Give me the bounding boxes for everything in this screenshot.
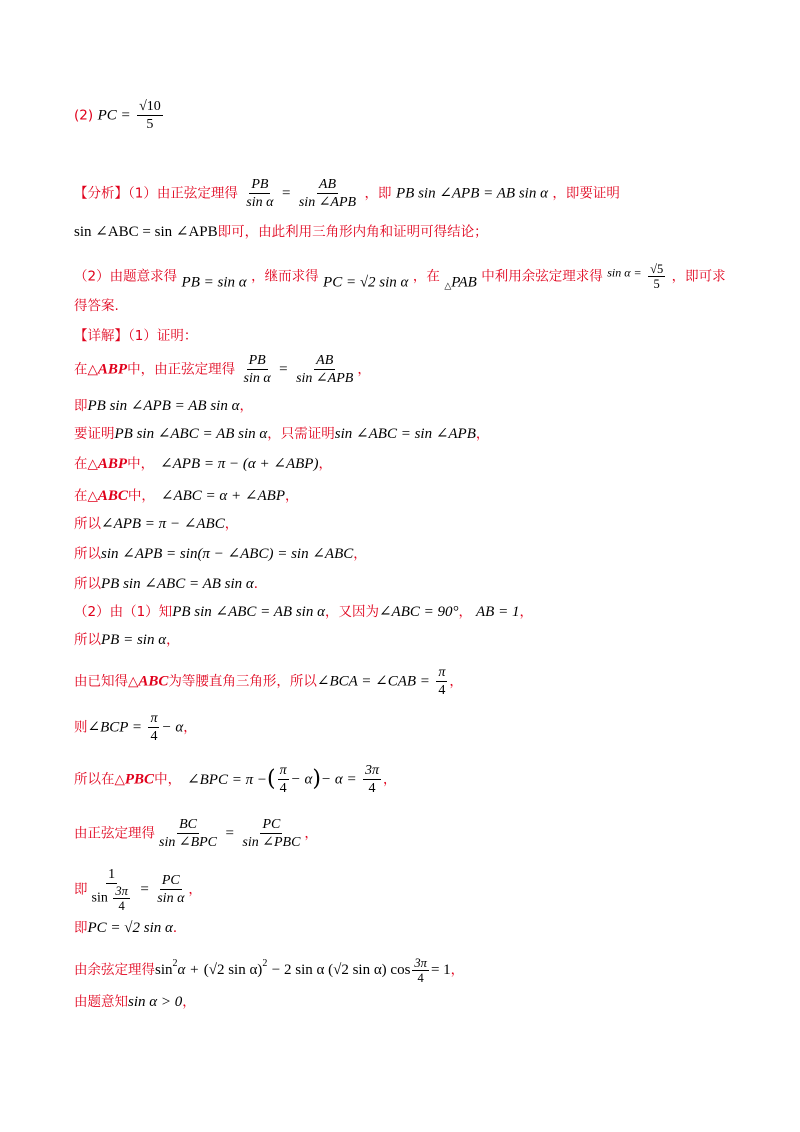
frac-den: sin α [243, 371, 271, 386]
frac-num: PB [248, 353, 266, 368]
s17e3: (√2 sin α) [203, 962, 263, 978]
s10a: 所以 [74, 632, 101, 648]
s13a: 所以在△ [74, 771, 125, 788]
detail-line-12 [74, 710, 197, 745]
s11a: 由已知得△ [74, 673, 139, 690]
s1-frac-1 [242, 352, 273, 387]
frac-den: 4 [150, 729, 158, 744]
analysis-t7: 中利用余弦定理求得 [481, 268, 603, 285]
s6end: ， [224, 516, 239, 532]
frac-num: π [279, 763, 287, 778]
frac-num: π [438, 665, 446, 680]
s3a: 要证明 [74, 426, 115, 442]
detail-tag: 【详解】 [74, 328, 128, 344]
answer-num: √10 [139, 99, 161, 114]
detail-line-2 [74, 396, 253, 416]
analysis-e5: PAB [451, 274, 477, 291]
s5c: 中， [127, 488, 155, 504]
s18a: 由题意知 [74, 994, 128, 1010]
frac-den: sin ∠APB [298, 195, 357, 210]
frac-num: BC [179, 817, 197, 832]
frac-den: 4 [438, 683, 446, 698]
frac-num: 1 [108, 867, 116, 882]
s15end: ， [188, 881, 202, 898]
analysis-t9: 得答案. [74, 298, 119, 314]
frac-den: 4 [417, 970, 424, 985]
s13-frac-2 [363, 762, 381, 797]
detail-line-17 [74, 954, 464, 985]
s17sup: 2 [172, 958, 178, 969]
answer-lhs: PC = [97, 107, 131, 124]
analysis-e1: PB sin ∠APB = AB sin α [396, 185, 548, 202]
frac-num: AB [318, 177, 337, 192]
s2e: PB sin ∠APB = AB sin α [87, 398, 240, 414]
s17e1: sin [155, 962, 173, 978]
s5e: ∠ABC = α + ∠ABP [160, 488, 285, 504]
s17e4: − 2 sin α (√2 sin α) cos [271, 962, 411, 978]
s1-frac-2 [294, 352, 355, 387]
frac-num: π [150, 711, 158, 726]
analysis-t8: ，即可求 [671, 268, 726, 285]
detail-line-8 [74, 574, 267, 594]
analysis-e3: PB = sin α [181, 274, 247, 291]
frac-den: sin ∠APB [296, 371, 354, 386]
analysis-e6: sin α = [607, 265, 642, 280]
s12end: ， [183, 719, 197, 736]
s5b: ABC [97, 488, 128, 504]
s9e2: ∠ABC = 90° [378, 604, 459, 620]
s12a: 则 [74, 719, 88, 736]
s14end: ， [304, 825, 318, 842]
detail-line-0 [74, 326, 197, 346]
s16end: ． [172, 920, 187, 936]
analysis-t3: ，即要证明 [552, 185, 620, 202]
s1a: 在△ [74, 361, 98, 378]
s11end: ， [449, 673, 463, 690]
detail-line-18 [74, 992, 196, 1012]
frac-num: PC [161, 873, 180, 888]
frac-den: 4 [279, 781, 287, 796]
s11-frac [436, 664, 447, 699]
s13e2: − α [290, 771, 313, 788]
equals: = [281, 185, 291, 202]
analysis-t5: ，继而求得 [251, 268, 319, 285]
answer-line-2 [74, 98, 165, 133]
detail-line-3 [74, 424, 489, 444]
frac-num: PB [251, 177, 269, 192]
s14a: 由正弦定理得 [74, 825, 155, 842]
s12e: ∠BCP = [87, 719, 142, 736]
s18end: ， [182, 994, 196, 1010]
s1c: 中，由正弦定理得 [127, 361, 236, 378]
frac-den: sin ∠PBC [242, 835, 301, 850]
detail-line-4 [74, 454, 332, 474]
s3b: ，只需证明 [267, 426, 335, 442]
analysis-p2: （2）由题意求得 [74, 268, 178, 285]
s16a: 即 [74, 920, 88, 936]
frac-num: 3π [115, 884, 128, 898]
s12e2: − α [161, 719, 184, 736]
s4end: ， [318, 456, 332, 472]
frac-num: AB [316, 353, 334, 368]
detail-p1: （1）证明： [128, 328, 198, 344]
s4e: ∠APB = π − (α + ∠ABP) [160, 456, 319, 472]
s3e: PB sin ∠ABC = AB sin α [114, 426, 268, 442]
s13e: ∠BPC = π − [187, 771, 267, 788]
s17a: 由余弦定理得 [74, 962, 155, 978]
analysis-frac-1 [244, 176, 275, 211]
frac-den: 5 [653, 277, 660, 291]
s1end: ， [357, 361, 371, 378]
detail-line-13 [74, 762, 397, 797]
s8e: PB sin ∠ABC = AB sin α [101, 576, 254, 592]
s9e: PB sin ∠ABC = AB sin α [172, 604, 325, 620]
s6a: 所以 [74, 516, 101, 532]
analysis-line-3 [74, 262, 726, 296]
s15-frac-2 [155, 872, 186, 907]
detail-line-15 [74, 866, 202, 913]
frac-num: 3π [414, 955, 427, 970]
frac-num: PC [262, 817, 281, 832]
equals: = [225, 825, 234, 842]
s5a: 在△ [74, 488, 98, 504]
s9end: ， [519, 604, 533, 620]
s15a: 即 [74, 881, 88, 898]
s15-frac-1 [90, 866, 134, 913]
detail-line-16 [74, 918, 186, 938]
analysis-e5-tri: △ [444, 280, 452, 291]
s17-frac [412, 956, 429, 985]
inner-frac [113, 884, 130, 913]
equals: = [140, 881, 149, 898]
answer-fraction [137, 98, 163, 133]
s17end: ， [450, 962, 465, 978]
answer-label: (2) [74, 107, 94, 124]
s3e2: sin ∠ABC = sin ∠APB [334, 426, 476, 442]
s1b: ABP [97, 361, 128, 378]
analysis-line-4 [74, 296, 119, 316]
s2a: 即 [74, 398, 88, 414]
frac-den: 4 [368, 781, 376, 796]
detail-line-10 [74, 630, 180, 650]
s4c: 中， [127, 456, 155, 472]
detail-line-1 [74, 352, 371, 387]
analysis-frac-3 [648, 262, 665, 291]
s13b: PBC [124, 771, 155, 788]
s6e: ∠APB = π − ∠ABC [101, 516, 225, 532]
s2end: ， [239, 398, 253, 414]
s7end: ， [353, 546, 367, 562]
s8a: 所以 [74, 576, 101, 592]
s10end: ， [166, 632, 180, 648]
s14-frac-1 [157, 816, 219, 851]
frac-den: sin α [246, 195, 274, 210]
right-paren: ) [312, 766, 321, 792]
analysis-tag: 【分析】 [74, 185, 128, 202]
s9c: ， [458, 604, 473, 620]
detail-line-5 [74, 486, 298, 506]
s13end: ， [383, 771, 397, 788]
s9e3: AB = 1 [476, 604, 520, 620]
detail-line-6 [74, 514, 238, 534]
s4a: 在△ [74, 456, 98, 472]
s13e3: − α = [320, 771, 357, 788]
frac-num: √5 [650, 262, 664, 276]
detail-line-9 [74, 602, 533, 622]
s8end: ． [253, 576, 268, 592]
analysis-e2: sin ∠ABC = sin ∠APB [74, 224, 218, 240]
s9a: （2）由（1）知 [74, 604, 173, 620]
sin-text: sin [91, 890, 108, 906]
frac-den: sin α [157, 891, 185, 906]
s9b: ，又因为 [324, 604, 379, 620]
s17e2: α + [177, 962, 200, 978]
detail-line-11 [74, 664, 463, 699]
s11c: 为等腰直角三角形，所以 [168, 673, 317, 690]
s11b: ABC [138, 673, 169, 690]
analysis-e4: PC = √2 sin α [323, 274, 409, 291]
analysis-frac-2 [297, 176, 358, 211]
frac-den: sin ∠BPC [159, 835, 218, 850]
s5end: ， [284, 488, 299, 504]
analysis-t2: ，即 [364, 185, 392, 202]
frac-num: 3π [365, 763, 380, 778]
s11e: ∠BCA = ∠CAB = [316, 673, 430, 690]
s17e5: = 1 [430, 962, 451, 978]
analysis-line-1 [74, 176, 620, 211]
s17sup2: 2 [262, 958, 268, 969]
analysis-t4: 即可，由此利用三角形内角和证明可得结论； [217, 224, 488, 240]
s3end: ， [475, 426, 490, 442]
s14-frac-2 [240, 816, 302, 851]
analysis-p1: （1）由正弦定理得 [128, 185, 238, 202]
s10e: PB = sin α [101, 632, 167, 648]
s13-frac [278, 762, 289, 797]
frac-den-complex [90, 884, 134, 913]
s12-frac [148, 710, 159, 745]
s16e: PC = √2 sin α [87, 920, 173, 936]
answer-den: 5 [146, 117, 154, 132]
analysis-line-2 [74, 222, 488, 242]
detail-line-14 [74, 816, 318, 851]
frac-den: 4 [118, 899, 125, 913]
analysis-t6: ，在 [412, 268, 440, 285]
s13c: 中， [154, 771, 182, 788]
equals: = [279, 361, 288, 378]
s7e: sin ∠APB = sin(π − ∠ABC) = sin ∠ABC [101, 546, 354, 562]
detail-line-7 [74, 544, 367, 564]
s7a: 所以 [74, 546, 101, 562]
s4b: ABP [97, 456, 128, 472]
s18e: sin α > 0 [128, 994, 183, 1010]
left-paren: ( [267, 766, 276, 792]
